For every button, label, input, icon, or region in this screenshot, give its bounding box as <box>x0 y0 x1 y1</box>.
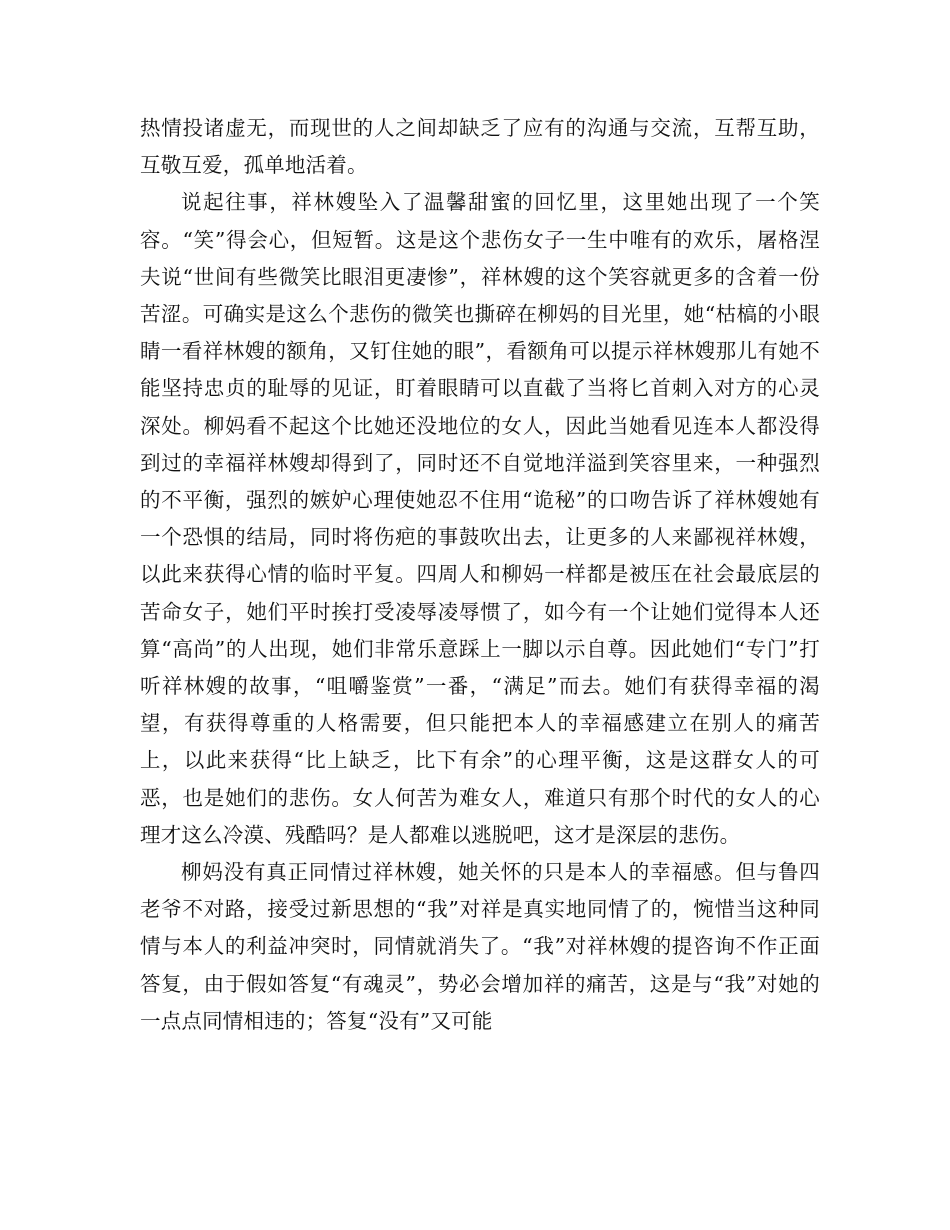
paragraph-3: 柳妈没有真正同情过祥林嫂，她关怀的只是本人的幸福感。但与鲁四老爷不对路，接受过新思想的“我”对祥是真实地同情了的，惋惜当这种同情与本人的利益冲突时，同情就消失了。“我”对祥林嫂的提咨询不作正面答复，由于假如答复“有魂灵”，势必会增加祥的痛苦，这是与“我”对她的一点点同情相违的；答复“没有”又可能 <box>140 860 820 1033</box>
document-page <box>140 110 820 1040</box>
paragraph-1: 热情投诸虚无，而现世的人之间却缺乏了应有的沟通与交流，互帮互助，互敬互爱，孤单地活着。 <box>140 116 820 178</box>
paragraph-2: 说起往事，祥林嫂坠入了温馨甜蜜的回忆里，这里她出现了一个笑容。“笑”得会心，但短暂。这是这个悲伤女子一生中唯有的欢乐，屠格涅夫说“世间有些微笑比眼泪更凄惨”，祥林嫂的这个笑容就更多的含着一份苦涩。可确实是这么个悲伤的微笑也撕碎在柳妈的目光里，她“枯槁的小眼睛一看祥林嫂的额角，又钉住她的眼”，看额角可以提示祥林嫂那儿有她不能坚持忠贞的耻辱的见证，盯着眼睛可以直截了当将匕首刺入对方的心灵深处。柳妈看不起这个比她还没地位的女人，因此当她看见连本人都没得到过的幸福祥林嫂却得到了，同时还不自觉地洋溢到笑容里来，一种强烈的不平衡，强烈的嫉妒心理使她忍不住用“诡秘”的口吻告诉了祥林嫂她有一个恐惧的结局，同时将伤疤的事鼓吹出去，让更多的人来鄙视祥林嫂，以此来获得心情的临时平复。四周人和柳妈一样都是被压在社会最底层的苦命女子，她们平时挨打受凌辱凌辱惯了，如今有一个让她们觉得本人还算“高尚”的人出现，她们非常乐意踩上一脚以示自尊。因此她们“专门”打听祥林嫂的故事，“咀嚼鉴赏”一番，“满足”而去。她们有获得幸福的渴望，有获得尊重的人格需要，但只能把本人的幸福感建立在别人的痛苦上，以此来获得“比上缺乏，比下有余”的心理平衡，这是这群女人的可恶，也是她们的悲伤。女人何苦为难女人，难道只有那个时代的女人的心理才这么冷漠、残酷吗？是人都难以逃脱吧，这才是深层的悲伤。 <box>140 190 820 847</box>
